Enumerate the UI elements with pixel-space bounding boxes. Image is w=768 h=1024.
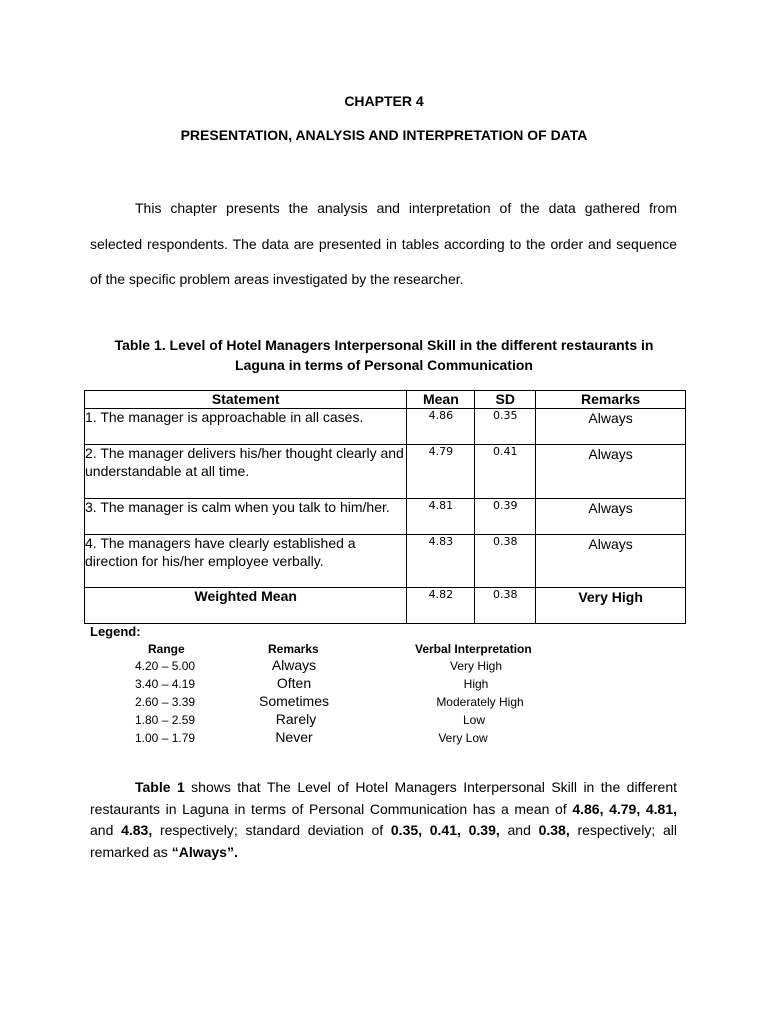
legend-remark: Rarely [275,711,317,727]
summary-paragraph [90,777,677,863]
summary-mean-last: 4.83, [121,822,153,838]
row-remarks: Always [536,499,686,535]
summary-sds: 0.35, 0.41, 0.39, [390,822,500,838]
header-remarks: Remarks [536,391,686,409]
weighted-mean-row [85,588,686,624]
summary-text-2: respectively; standard deviation of [152,822,391,838]
summary-and-2: and [499,822,539,838]
table-row [85,535,686,588]
summary-remark: “Always”. [171,843,238,860]
row-statement: 1. The manager is approachable in all cases. [85,409,407,445]
table-row [85,409,686,445]
table-caption-line-1: Table 1. Level of Hotel Managers Interpersonal Skill in the different restaurants in [114,337,654,353]
legend-remark: Always [271,657,317,673]
legend-header-interpretation: Verbal Interpretation [415,642,532,656]
weighted-mean-value: 4.82 [407,588,475,624]
row-statement: 3. The manager is calm when you talk to him/her. [85,499,407,535]
table-row [85,499,686,535]
row-mean: 4.79 [407,445,475,499]
row-sd: 0.39 [475,499,536,535]
row-statement: 2. The manager delivers his/her thought clearly and understandable at all time. [85,445,407,499]
table-header-row [85,391,686,409]
legend-interpretation: Very Low [438,731,488,745]
summary-and-1: and [90,822,122,838]
row-remarks: Always [536,409,686,445]
weighted-remarks: Very High [536,588,686,624]
legend-title: Legend: [90,624,141,639]
legend-range: 3.40 – 4.19 [135,677,196,691]
summary-means: 4.86, 4.79, 4.81, [572,800,677,817]
legend-interpretation: Low [462,713,485,727]
header-mean: Mean [407,391,475,409]
legend-range: 4.20 – 5.00 [135,659,196,673]
row-remarks: Always [536,535,686,588]
table-caption-line-2: Laguna in terms of Personal Communication [235,357,533,373]
row-statement: 4. The managers have clearly established a direction for his/her employee verbally. [85,535,407,588]
legend-remark: Often [276,675,312,691]
legend-interpretation: High [463,677,489,691]
data-table [84,390,686,624]
legend-remark: Sometimes [258,693,330,709]
table-caption [80,335,688,375]
table-row [85,445,686,499]
header-statement: Statement [85,391,407,409]
row-sd: 0.35 [475,409,536,445]
chapter-subtitle: PRESENTATION, ANALYSIS AND INTERPRETATION OF DATA [180,127,588,143]
row-remarks: Always [536,445,686,499]
legend-interpretation: Very High [449,659,503,673]
legend-range: 1.80 – 2.59 [135,713,196,727]
legend-range: 2.60 – 3.39 [135,695,196,709]
row-mean: 4.81 [407,499,475,535]
legend-remark: Never [275,729,313,745]
summary-text-3: respectively; all remarked as [90,822,678,860]
summary-sd-last: 0.38, [538,822,570,838]
header-sd: SD [475,391,536,409]
legend-range: 1.00 – 1.79 [135,731,196,745]
legend-header-range: Range [148,642,185,656]
intro-paragraph: This chapter presents the analysis and interpretation of the data gathered from selected respondents. The data are presented in tables according to the order and sequence of the specific problem areas investigated by the researcher. [90,200,677,287]
weighted-mean-label: Weighted Mean [85,588,407,624]
legend-interpretation: Moderately High [436,695,524,709]
chapter-title: CHAPTER 4 [344,93,424,109]
row-sd: 0.41 [475,445,536,499]
weighted-sd-value: 0.38 [475,588,536,624]
row-mean: 4.83 [407,535,475,588]
summary-lead: Table 1 [135,779,185,795]
row-sd: 0.38 [475,535,536,588]
summary-text-1: shows that The Level of Hotel Managers Interpersonal Skill in the different restaurants in Laguna in terms of Personal Communication has a mean of [90,779,677,817]
row-mean: 4.86 [407,409,475,445]
legend-header-remarks: Remarks [268,642,319,656]
